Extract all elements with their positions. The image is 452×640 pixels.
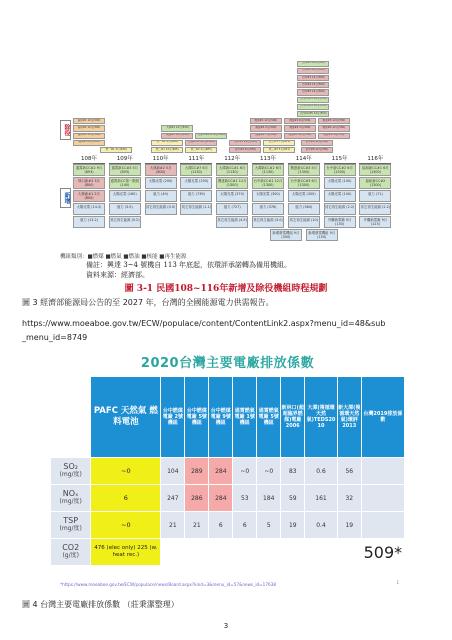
header-pafc: PAFC 天然氣 燃料電池 xyxy=(91,377,160,457)
pollutant-unit: (g/度) xyxy=(62,552,79,559)
emission-value xyxy=(362,485,404,511)
emission-value: 104 xyxy=(161,458,184,484)
retire-unit-box: 興達#3 12月(550) xyxy=(318,118,350,124)
new-unit-box: 太陽光電 (300) xyxy=(252,190,284,202)
pollutant-unit: (mg/度) xyxy=(59,525,82,532)
emission-value xyxy=(257,539,280,565)
pafc-value: 6 xyxy=(91,485,160,511)
legend: 機組類別：■燃煤 ■燃氣 ■燃油 ■核能 ■再生能源 xyxy=(60,254,187,260)
new-unit-box: 大潭新CC#2 6月(1130) xyxy=(252,164,284,176)
data-source: 資料來源：經濟部。 xyxy=(86,271,149,279)
emission-value xyxy=(362,458,404,484)
pollutant-name: NOₓ xyxy=(62,489,79,498)
year-label: 115年 xyxy=(324,155,356,164)
retire-unit-box: 興達#4 7月(500) xyxy=(250,133,282,139)
pollutant-name: CO2 xyxy=(62,543,80,552)
header-cell: 新林口(超超臨界燃煤)電廠 2006 xyxy=(281,377,304,457)
header-blank xyxy=(51,377,90,457)
new-unit-box: 外購新電廠 9月(123) xyxy=(359,216,391,228)
retire-unit-box: 興達#3 2月(500) xyxy=(250,125,282,131)
emission-table xyxy=(50,376,405,566)
new-unit-box: 協和新CC#1 6月(1300) xyxy=(359,164,391,176)
header-cell: 台灣2019排放係數 xyxy=(362,377,404,457)
emission-value: 32 xyxy=(338,485,361,511)
pafc-value: 476 (elec only) 225 (w. heat rec.) xyxy=(91,539,160,565)
retire-unit-box: 台中#4 12月(550) xyxy=(297,82,329,88)
page-number: 3 xyxy=(223,622,229,630)
emission-value: 184 xyxy=(257,485,280,511)
retire-unit-box: 台中#5 12月(550) xyxy=(297,89,329,95)
emission-value xyxy=(185,539,208,565)
retire-unit-box: 核二#1 12月(985) xyxy=(151,147,183,153)
table-row xyxy=(51,485,404,511)
new-unit-box: 風力 (49) xyxy=(145,190,177,202)
emission-value: 19 xyxy=(338,512,361,538)
pollutant-name: TSP xyxy=(63,516,79,525)
emission-value xyxy=(305,539,337,565)
new-unit-box: 台中新CC#3 6月(1300) xyxy=(288,177,320,189)
retire-unit-box: 協和#2 12月(500) xyxy=(73,125,105,131)
emission-source-url[interactable]: *https://www.moeaboe.gov.tw/ECW/populace/news/Board.aspx?kind=3&menu_id=57&news_id=17638 xyxy=(60,582,276,587)
emission-value xyxy=(161,539,184,565)
emission-value: 284 xyxy=(209,458,232,484)
new-unit-box: 通霄新CC#2 9月(893) xyxy=(73,164,105,176)
new-unit-box: 太陽光電 (200) xyxy=(145,177,177,189)
year-label: 114年 xyxy=(288,155,320,164)
new-unit-box: 其它再生能源 (1.1) xyxy=(180,203,212,215)
table-header-row xyxy=(51,377,404,457)
emission-value: 509* xyxy=(362,539,404,565)
new-unit-box: 其它再生能源 (0.5) xyxy=(145,203,177,215)
new-section-label: 新增 xyxy=(60,188,71,208)
row-pollutant-label xyxy=(51,539,90,565)
new-unit-box: 風力 (376) xyxy=(252,203,284,215)
retire-unit-box: 台中#3 12月(550) xyxy=(297,75,329,81)
header-cell: 大潭(複循環天然氣)TEDS20 10 xyxy=(305,377,337,457)
new-unit-box: 新增發電機組 9月(150) xyxy=(306,229,338,241)
emission-value: 6 xyxy=(233,512,256,538)
body-text-line: 圖 3 經濟部能源局公告的至 2027 年，台灣的全國能源電力供需報告。 xyxy=(22,298,274,307)
retire-unit-box: 興達#4 3月(500) xyxy=(284,125,316,131)
year-label: 108年 xyxy=(73,155,105,164)
retire-unit-box: 台中#5 12月(550) xyxy=(229,140,261,146)
table-row xyxy=(51,458,404,484)
emission-value: 19 xyxy=(281,512,304,538)
new-unit-box: 其它再生能源 (2.2) xyxy=(324,203,356,215)
header-cell: 台中燃煤電廠 2號機組 xyxy=(161,377,184,457)
retire-unit-box: 協和#4 12月(500) xyxy=(73,133,105,139)
emission-value: ~0 xyxy=(257,458,280,484)
retire-unit-box: 興達#4 4月(550) xyxy=(318,133,350,139)
retire-unit-box: 大林#3-4 12月(1100) xyxy=(185,140,217,146)
new-unit-box: 太陽光電 (370) xyxy=(216,190,248,202)
new-unit-box: 台中新CC#2 6月(1300) xyxy=(324,164,356,176)
emission-value: 0.4 xyxy=(305,512,337,538)
new-unit-box: 風力 (564) xyxy=(288,203,320,215)
emission-value: 161 xyxy=(305,485,337,511)
row-pollutant-label xyxy=(51,512,90,538)
year-label: 109年 xyxy=(109,155,141,164)
emission-slide-number: 1 xyxy=(396,580,399,585)
retire-unit-box: 台中#2 12月(550) xyxy=(297,68,329,74)
new-unit-box: 其它再生能源 (0.2) xyxy=(109,216,141,228)
row-pollutant-label xyxy=(51,458,90,484)
new-unit-box: 林口新#3 3月(800) xyxy=(73,177,105,189)
emission-value xyxy=(281,539,304,565)
new-unit-box: 台中新CC#1 12月(1300) xyxy=(253,178,283,188)
new-unit-box: 風力 (71) xyxy=(359,190,391,202)
retire-unit-box: 台中CC#1 12月(550) xyxy=(297,97,329,103)
table-row xyxy=(51,512,404,538)
emission-value: 286 xyxy=(185,485,208,511)
new-unit-box: 通霄新CC第一階段 (140) xyxy=(110,178,140,188)
new-unit-box: 太陽光電 (250) xyxy=(180,177,212,189)
pafc-value: ~0 xyxy=(91,458,160,484)
reference-link-cont[interactable]: _menu_id=8749 xyxy=(22,333,88,342)
table-row xyxy=(51,539,404,565)
emission-value: 21 xyxy=(161,512,184,538)
header-cell: 通霄燃氣電廠 5號機組 xyxy=(257,377,280,457)
new-unit-box: 興達新CC#3 5月(1300) xyxy=(288,164,320,176)
retire-unit-box: 核一#1 2月(636) xyxy=(151,140,183,146)
new-unit-box: 太陽光電 (300) xyxy=(288,190,320,202)
retire-unit-box: 興達#5 12月(550) xyxy=(284,133,316,139)
retire-unit-box: 台中#1 12月(550) xyxy=(297,61,329,67)
emission-value xyxy=(338,539,361,565)
retire-unit-box: 興達#2 6月(500) xyxy=(284,118,316,124)
retire-unit-box: 台中#6 12月(550) xyxy=(301,140,333,146)
retire-unit-box: 大林#1 12月(550) xyxy=(161,125,193,131)
new-unit-box: 協和新CC#2 (1300) xyxy=(359,177,391,189)
emission-value: 83 xyxy=(281,458,304,484)
emission-value xyxy=(362,512,404,538)
new-unit-box: 大潭CC#7 6月(1130) xyxy=(180,164,212,176)
retire-unit-box: 大潭CC#1-6 6月(5000) xyxy=(195,133,227,139)
header-cell: 台中燃煤電廠 5號機組 xyxy=(185,377,208,457)
new-unit-box: 風力 (13.2) xyxy=(73,216,105,228)
header-cell: 通霄燃氣電廠 1號機組 xyxy=(233,377,256,457)
new-unit-box: 太陽光電 (100) xyxy=(324,190,356,202)
new-unit-box: 風力 (3.5) xyxy=(109,203,141,215)
emission-value: 247 xyxy=(161,485,184,511)
emission-factor-figure xyxy=(50,352,405,592)
new-unit-box: 大潭新CC#1 6月(1130) xyxy=(216,164,248,176)
retire-unit-box: 台中#4 8月(550) xyxy=(229,147,261,153)
emission-value: 0.6 xyxy=(305,458,337,484)
retire-unit-box: 興達#1 12月(500) xyxy=(250,118,282,124)
new-unit-box: 大林新#2 5月(800) xyxy=(145,164,177,176)
retire-unit-box: 核二#2 2月(985) xyxy=(185,147,217,153)
retire-unit-box: 興達#3 12月(550) xyxy=(161,133,193,139)
emission-value xyxy=(209,539,232,565)
retire-unit-box: 興達#4 12月(550) xyxy=(318,125,350,131)
retire-unit-box: 台中CC#3 12月(550) xyxy=(297,104,329,110)
new-unit-box: 風力 (739) xyxy=(180,190,212,202)
unit-schedule-figure xyxy=(60,38,396,250)
emission-value: 289 xyxy=(185,458,208,484)
header-cell: 台中燃煤電廠 9號機組 xyxy=(209,377,232,457)
new-unit-box: 其它再生能源 (4.5) xyxy=(216,216,248,228)
new-unit-box: 太陽光電 (100) xyxy=(324,177,356,189)
new-unit-box: 其它再生能源 (10) xyxy=(288,216,320,228)
emission-value xyxy=(233,539,256,565)
year-label: 111年 xyxy=(180,155,212,164)
emission-value: 53 xyxy=(233,485,256,511)
new-unit-box: 其它再生能源 (3.0) xyxy=(252,216,284,228)
emission-value: ~0 xyxy=(233,458,256,484)
retire-unit-box: 核三#2 5月(951) xyxy=(263,147,295,153)
new-unit-box: 太陽光電 (14.3) xyxy=(73,203,105,215)
emission-value: 6 xyxy=(209,512,232,538)
new-unit-box: 通霄新CC#3 5月(893) xyxy=(109,164,141,176)
year-label: 116年 xyxy=(359,155,391,164)
retire-unit-box: 台中#8 12月(550) xyxy=(301,147,333,153)
emission-value: 21 xyxy=(185,512,208,538)
year-label: 112年 xyxy=(216,155,248,164)
figure-caption-4: 圖 4 台灣主要電廠排放係數 （莊秉潔整理） xyxy=(22,600,179,609)
new-unit-box: 興達新CC#1 12月(1300) xyxy=(217,178,247,188)
figure-caption-3-1: 圖 3-1 民國108~116年新增及除役機組時程規劃 xyxy=(124,284,328,294)
new-unit-box: 太陽光電 (160) xyxy=(109,190,141,202)
pollutant-unit: (mg/度) xyxy=(59,498,82,505)
retire-unit-box: 台中CC#5 12月(550) xyxy=(297,111,329,117)
retire-unit-box: 核三#1 7月(951) xyxy=(263,140,295,146)
new-unit-box: 其它再生能源 (2.2) xyxy=(359,203,391,215)
retire-unit-box: 協和#1 12月(500) xyxy=(73,118,105,124)
pafc-value: ~0 xyxy=(91,512,160,538)
retire-unit-box: 核一#1 3月(636) xyxy=(100,147,132,153)
retire-section-label: 除役 xyxy=(60,120,71,140)
year-label: 110年 xyxy=(145,155,177,164)
new-unit-box: 新增發電機組 9月(300) xyxy=(270,229,302,241)
emission-value: 5 xyxy=(257,512,280,538)
emission-value: 284 xyxy=(209,485,232,511)
year-label: 113年 xyxy=(252,155,284,164)
figure-note: 備註：興達 3~4 號機自 113 年底起，依環評承諾轉為備用機組。 xyxy=(86,261,292,269)
new-unit-box: 外購新電廠 9月(130) xyxy=(324,216,356,228)
emission-value: 56 xyxy=(338,458,361,484)
row-pollutant-label xyxy=(51,485,90,511)
pollutant-name: SO₂ xyxy=(63,462,78,471)
header-cell: 新大潭(複循環天然氣)環評 2013 xyxy=(338,377,361,457)
retire-unit-box: 協和#3 6月(500) xyxy=(73,140,105,146)
pollutant-unit: (mg/度) xyxy=(59,471,82,478)
reference-link[interactable]: https://www.moeaboe.gov.tw/ECW/populace/content/ContentLink2.aspx?menu_id=48&sub xyxy=(22,319,386,328)
emission-value: 59 xyxy=(281,485,304,511)
emission-title: 2020台灣主要電廠排放係數 xyxy=(140,356,315,371)
new-unit-box: 大林新#1 2月(800) xyxy=(73,190,105,202)
new-unit-box: 風力 (727) xyxy=(216,203,248,215)
